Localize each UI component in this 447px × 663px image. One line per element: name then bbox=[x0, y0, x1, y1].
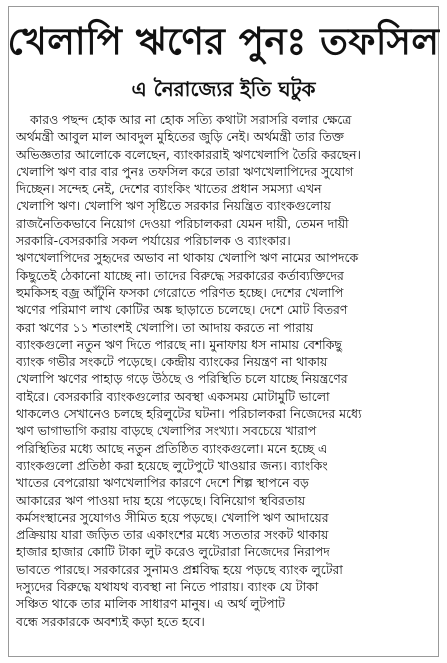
article-subheadline: এ নৈরাজ্যের ইতি ঘটুক bbox=[131, 77, 316, 101]
body-line: প্রক্রিয়ায় যারা জড়িত তার একাংশের মধ্যে সততার সংকট থাকায় bbox=[16, 527, 329, 543]
body-line: খেলাপি ঋণ বার বার পুনঃ তফসিল করে তারা ঋণখেলাপিদের সুযোগ bbox=[16, 163, 354, 179]
body-line: ঋণের পরিমাণ লাখ কোটির অঙ্ক ছাড়াতে চলেছে। দেশে মোট বিতরণ bbox=[16, 302, 348, 318]
body-line: অভিজ্ঞতার আলোকে বলেছেন, ব্যাংকাররাই ঋণখেলাপি তৈরি করছেন। bbox=[16, 146, 361, 162]
body-line: খাতের বেপরোয়া ঋণখেলাপির কারণে দেশে শিল্প স্থাপনে বড় bbox=[16, 475, 309, 491]
body-line: ঋণ ভাগাভাগি করায় বাড়ছে খেলাপির সংখ্যা। সবচেয়ে খারাপ bbox=[16, 423, 317, 439]
body-line: দস্যুদের বিরুদ্ধে যথাযথ ব্যবস্থা না নিতে পারায়। ব্যাংক যে টাকা bbox=[16, 579, 319, 595]
body-line: থাকলেও সেখানেও চলছে হরিলুটের ঘটনা। পরিচালকরা নিজেদের মধ্যে bbox=[16, 406, 362, 422]
body-line: কর্মসংস্থানের সুযোগও সীমিত হয়ে পড়ছে। খেলাপি ঋণ আদায়ের bbox=[16, 509, 329, 525]
body-line: ঋণখেলাপিদের সুহৃদের অভাব না থাকায় খেলাপি ঋণ নামের আপদকে bbox=[16, 250, 359, 266]
body-line: সরকারি-বেসরকারি সকল পর্যায়ের পরিচালক ও ব্যাংকার। bbox=[16, 233, 291, 249]
body-line: রাজনৈতিকভাবে নিয়োগ দেওয়া পরিচালকরা যেমন দায়ী, তেমন দায়ী bbox=[16, 215, 349, 231]
body-line: ব্যাংকগুলো প্রতিষ্ঠা করা হয়েছে লুটেপুটে খাওয়ার জন্য। ব্যাংকিং bbox=[16, 457, 328, 473]
article-headline: খেলাপি ঋণের পুনঃ তফসিল bbox=[7, 20, 440, 63]
body-line: আকারের ঋণ পাওয়া দায় হয়ে পড়েছে। বিনিয়োগ স্থবিরতায় bbox=[16, 492, 306, 508]
body-line: খেলাপি ঋণের পাহাড় গড়ে উঠছে ও পরিস্থিতি চলে যাচ্ছে নিয়ন্ত্রণের bbox=[16, 371, 348, 387]
body-line: করা ঋণের ১১ শতাংশই খেলাপি। তা আদায় করতে না পারায় bbox=[16, 319, 314, 335]
body-line: ব্যাংকগুলো নতুন ঋণ দিতে পারছে না। মুনাফায় ধস নামায় বেশকিছু bbox=[16, 336, 342, 352]
body-line: সঞ্চিত থাকে তার মালিক সাধারণ মানুষ। এ অর্থ লুটপাট bbox=[16, 596, 285, 612]
body-line: ব্যাংক গভীর সংকটে পড়েছে। কেন্দ্রীয় ব্যাংকের নিয়ন্ত্রণ না থাকায় bbox=[16, 354, 328, 370]
body-line: বাইরে। বেসরকারি ব্যাংকগুলোর অবস্থা একসময় মোটামুটি ভালো bbox=[16, 388, 330, 404]
body-line: দিচ্ছেন। সন্দেহ নেই, দেশের ব্যাংকিং খাতের প্রধান সমস্যা এখন bbox=[16, 181, 322, 197]
body-line: কিছুতেই ঠেকানো যাচ্ছে না। তাদের বিরুদ্ধে সরকারের কর্তাব্যক্তিদের bbox=[16, 267, 344, 283]
body-line: কারও পছন্দ হোক আর না হোক সত্যি কথাটা সরাসরি বলার ক্ষেত্রে bbox=[30, 112, 352, 127]
body-line: হুমকিসহ বজ্র আঁটুনি ফসকা গেরোতে পরিণত হচ্ছে। দেশের খেলাপি bbox=[16, 284, 344, 300]
body-line: হাজার হাজার কোটি টাকা লুট করেও লুটেরারা নিজেদের নিরাপদ bbox=[16, 544, 330, 560]
article-body bbox=[16, 111, 431, 630]
body-line: বন্ধে সরকারকে অবশ্যই কড়া হতে হবে। bbox=[16, 613, 205, 629]
body-line: অর্থমন্ত্রী আবুল মাল আবদুল মুহিতের জুড়ি নেই। অর্থমন্ত্রী তার তিক্ত bbox=[16, 129, 344, 145]
body-line: ভাবতে পারছে। সরকারের সুনামও প্রশ্নবিদ্ধ হয়ে পড়ছে ব্যাংক লুটেরা bbox=[16, 561, 343, 577]
body-line: পরিস্থিতির মধ্যে আছে নতুন প্রতিষ্ঠিত ব্যাংকগুলো। মনে হচ্ছে এ bbox=[16, 440, 328, 456]
body-line: খেলাপি ঋণ। খেলাপি ঋণ সৃষ্টিতে সরকার নিয়ন্ত্রিত ব্যাংকগুলোয় bbox=[16, 198, 331, 214]
